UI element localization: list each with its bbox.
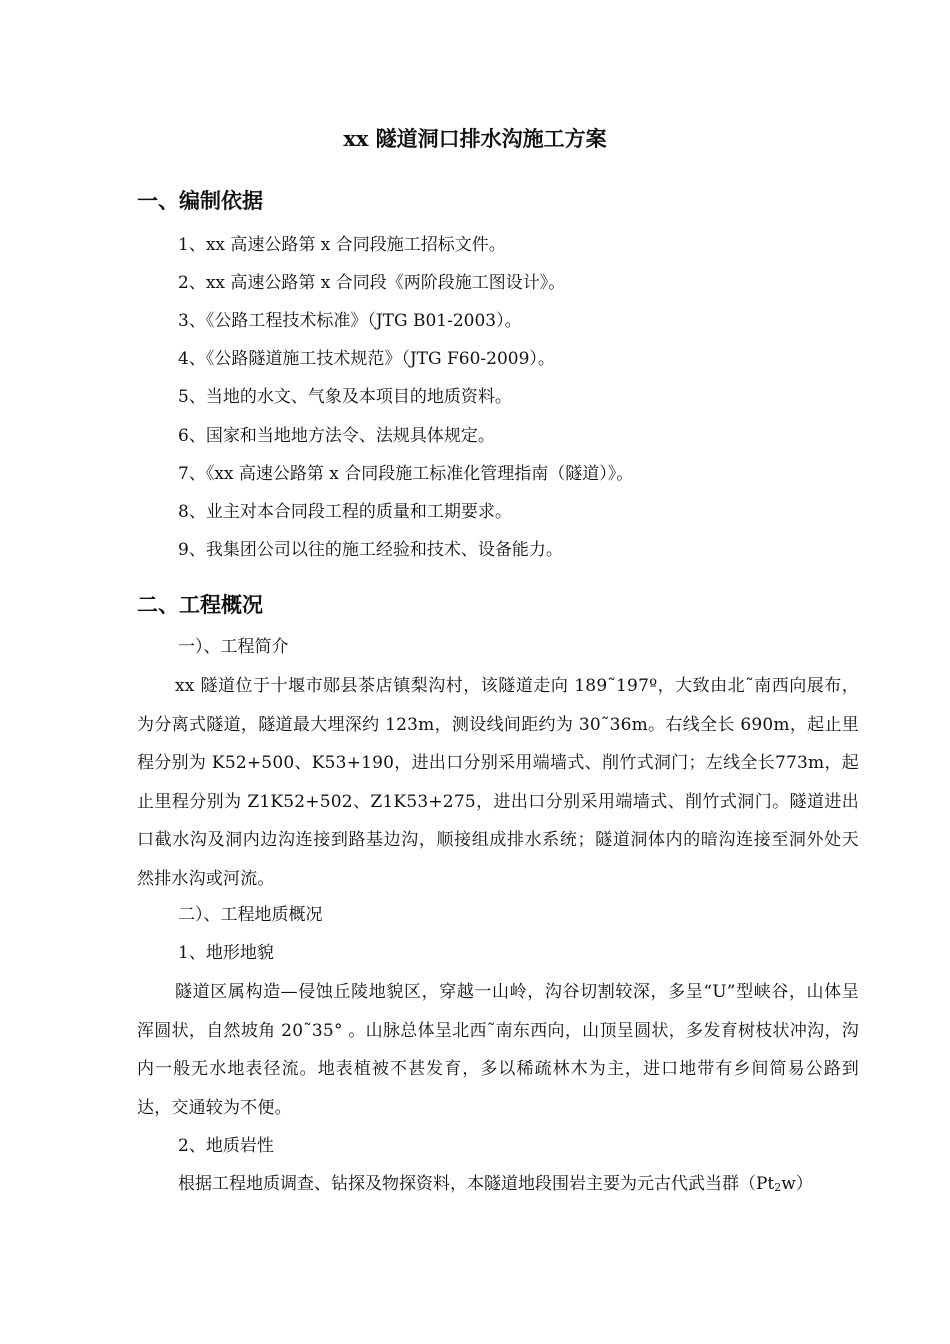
lithology-subscript: 2 — [774, 1181, 782, 1194]
item-title-terrain: 1、地形地貌 — [178, 943, 274, 963]
basis-item-3: 3、《公路工程技术标准》（JTG B01-2003）。 — [178, 311, 522, 331]
item-title-lithology: 2、地质岩性 — [178, 1136, 274, 1156]
subsection-title-intro: 一）、工程简介 — [178, 637, 289, 657]
basis-item-8: 8、业主对本合同段工程的质量和工期要求。 — [178, 502, 512, 522]
lithology-paragraph — [178, 1171, 813, 1201]
basis-item-4: 4、《公路隧道施工技术规范》（JTG F60-2009）。 — [178, 349, 555, 369]
section-heading-overview: 二、工程概况 — [137, 592, 263, 617]
lithology-text-prefix: 根据工程地质调查、钻探及物探资料，本隧道地段围岩主要为元古代武当群（Pt — [178, 1174, 775, 1194]
document-title: xx 隧道洞口排水沟施工方案 — [343, 126, 607, 151]
terrain-paragraph: 隧道区属构造—侵蚀丘陵地貌区，穿越一山岭，沟谷切割较深，多呈“U”型峡谷，山体呈浑圆状，自然坡角 20˜35° 。山脉总体呈北西˜南东西向，山顶呈圆状，多发育树枝状冲沟，沟内一般无水地表径流。地表植被不甚发育，多以稀疏林木为主，进口地带有乡间简易公路到达，交通较为不便。 — [137, 982, 859, 1118]
basis-item-7: 7、《xx 高速公路第 x 合同段施工标准化管理指南（隧道）》。 — [178, 464, 634, 484]
basis-item-1: 1、xx 高速公路第 x 合同段施工招标文件。 — [178, 235, 506, 255]
basis-item-5: 5、当地的水文、气象及本项目的地质资料。 — [178, 387, 512, 407]
intro-paragraph: xx 隧道位于十堰市郧县茶店镇梨沟村，该隧道走向 189˜197º，大致由北˜南西向展布，为分离式隧道，隧道最大埋深约 123m，测设线间距约为 30˜36m。右线全长 690m，起止里程分别为 K52+500、K53+190，进出口分别采用端墙式、削竹式洞门；左线全长773m，起止里程分别为 Z1K52+502、Z1K53+275，进出口分别采用端墙式、削竹式洞门。隧道进出口截水沟及洞内边沟连接到路基边沟，顺接组成排水系统；隧道洞体内的暗沟连接至洞外处天然排水沟或河流。 — [137, 676, 859, 889]
section-heading-basis: 一、编制依据 — [137, 188, 263, 213]
basis-item-2: 2、xx 高速公路第 x 合同段《两阶段施工图设计》。 — [178, 273, 566, 293]
basis-item-6: 6、国家和当地地方法令、法规具体规定。 — [178, 426, 495, 446]
lithology-text-suffix: w） — [781, 1174, 813, 1194]
basis-item-9: 9、我集团公司以往的施工经验和技术、设备能力。 — [178, 540, 563, 560]
subsection-title-geology: 二）、工程地质概况 — [178, 905, 323, 925]
